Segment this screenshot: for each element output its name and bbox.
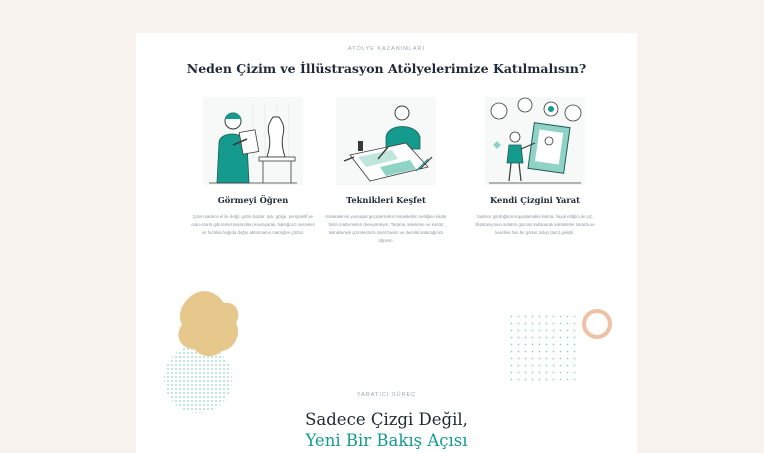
- artist-sketching-at-table-illustration: [336, 97, 436, 185]
- section-eyebrow-process: YARATICI SÜREÇ: [356, 392, 417, 398]
- dot-pattern-square-decoration: [508, 313, 580, 383]
- feature-card-see: [189, 97, 317, 237]
- character-design-board-illustration: [485, 97, 585, 185]
- character-design-icon: [485, 97, 585, 185]
- section-eyebrow: ATÖLYE KAZANIMLARI: [347, 46, 426, 52]
- feature-description: Sadece gördüğünü kopyalamakla kalma, hayal ettiğini de çiz. İllüstrasyonun anlatım gücünü kullanarak karakterler tasarla ve kendine has bir görsel üslup (tarz) geliştir.: [475, 214, 595, 235]
- section-heading-creative-process: [136, 409, 637, 451]
- feature-title: Görmeyi Öğren: [217, 195, 289, 205]
- artist-sketching-icon: [336, 97, 436, 185]
- artist-drawing-vase-illustration: [203, 97, 303, 185]
- feature-description: Çizim sadece el ile değil, gözle başlar. Işık, gölge, perspektif ve oran-orantı gibi temel kavramları kavrayarak, baktığınız nesneleri ve formları kağıda doğru aktarmanın mantığını çözün.: [191, 214, 315, 235]
- feature-title: Teknikleri Keşfet: [346, 195, 426, 205]
- sand-blob-decoration: [176, 289, 242, 359]
- content-card: [136, 33, 637, 453]
- feature-card-create: [471, 97, 599, 237]
- feature-description: Karakalemin yumuşak geçişlerinden mürekkebin netliğine kadar farklı malzemeleri deneyimleyin. Tarama, lekeleme ve kontür teknikleriyle çizimlerinize nasıl hacim ve derinlik katacağınızı öğrenin.: [325, 214, 447, 243]
- ring-decoration: [580, 307, 614, 341]
- feature-title: Kendi Çizgini Yarat: [490, 195, 580, 205]
- heading-line-2: Yeni Bir Bakış Açısı: [305, 431, 468, 450]
- heading-line-1: Sadece Çizgi Değil,: [305, 410, 468, 429]
- artist-drawing-vase-icon: [203, 97, 303, 185]
- section-title: Neden Çizim ve İllüstrasyon Atölyelerimize Katılmalısın?: [186, 61, 587, 76]
- feature-card-techniques: [322, 97, 450, 245]
